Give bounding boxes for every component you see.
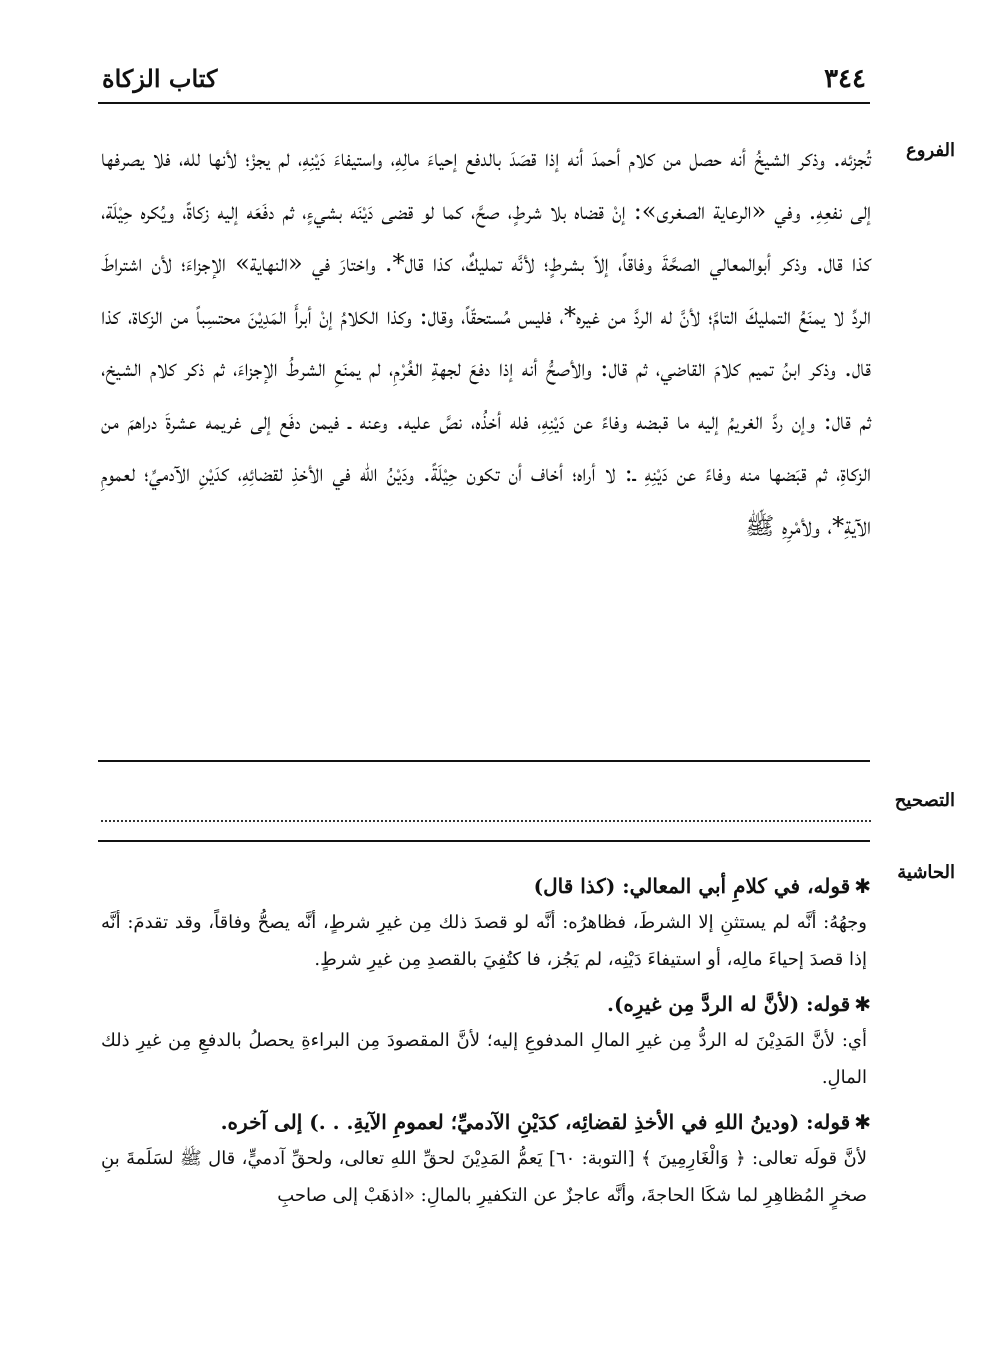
footnote-text: وجهُهُ: أنَّه لم يستثنِ إلا الشرطَ، فظاهرُه: أنَّه لو قصدَ ذلك مِن غيرِ شرطٍ، أنَّه يصحُّ وفاقاً، وقد تقدمَ: أنَّه إذا قصدَ إحياءَ مالِه، أو استيفاءَ دَيْنِه، لم يَجُز، فا كتُفِيَ بالقصدِ مِن غيرِ شرطٍ.	[101, 912, 867, 970]
commentary-section	[101, 860, 871, 1214]
page-number: ٣٤٤	[824, 64, 866, 94]
correction-dotted-line	[101, 796, 871, 822]
footnote-quote: قوله: (لأنَّ له الردَّ مِن غيرِه).	[606, 992, 851, 1016]
side-label-correction: التصحيح	[894, 790, 955, 811]
footnote-quote: قوله، في كلامِ أبي المعالي: (كذا قال)	[533, 874, 851, 898]
running-header	[98, 62, 870, 104]
rule-bottom	[98, 840, 870, 842]
footnote-text: أي: لأنَّ المَدِيْنَ له الردُّ مِن غيرِ المالِ المدفوعِ إليه؛ لأنَّ المقصودَ مِن البراءةِ يحصلُ بالدفعِ مِن غيرِ ذلك المالِ.	[101, 1030, 867, 1088]
footnote-quote: قوله: (ودينُ اللهِ في الأخذِ لقضائِه، كدَيْنِ الآدميِّ؛ لعمومِ الآيةِ. . .) إلى آخره.	[220, 1110, 851, 1134]
asterisk-icon: ✱	[854, 874, 871, 898]
footnote-heading	[101, 1104, 871, 1140]
rule-top	[98, 760, 870, 762]
asterisk-icon: ✱	[854, 1110, 871, 1134]
asterisk-icon: ✱	[854, 992, 871, 1016]
footnote-text: لأنَّ قولَه تعالى: ﴿ وَالْغَارِمِينَ ﴾ [التوبة: ٦٠] يَعمُّ المَدِيْنَ لحقِّ اللهِ تعالى، ولحقِّ آدميٍّ، قال ﷺ لسَلَمةَ بنِ صخرٍ المُظاهِرِ لما شكَا الحاجةَ، وأنَّه عاجزٌ عن التكفيرِ بالمالِ: «اذهَبْ إلى صاحبِ	[101, 1148, 867, 1206]
footnote-heading	[101, 868, 871, 904]
main-text: تُجزئه. وذكر الشيخُ أنه حصل من كلام أحمدَ أنه إذا قصَدَ بالدفع إحياءَ مالِهِ، واستيفاءَ دَيْنِهِ، لم يجزْ؛ لأنها لله، فلا يصرفها إلى نفعِهِ. وفي «الرعاية الصغرى»: إنْ قضاه بلا شرطٍ، صحَّ، كما لو قضى دَيْنَه بشيءٍ، ثم دفَعَه إليه زكاةً، ويُكره حِيْلَة، كذا قال. وذكر أبوالمعالي الصحَّةَ وفاقاً، إلاّ بشرطٍ؛ لأنَّه تمليكٌ، كذا قال*. واختارَ في «النهاية» الإجزاءَ؛ لأن اشتراطَ الردِّ لا يمنَعُ التمليكَ التامَّ؛ لأنَّ له الردَّ من غيره*، فليس مُستحقّاً، وقال: وكذا الكلامُ إنْ أبرأَ المَدِيْنَ محتسِباً من الزكاة، كذا قال. وذكر ابنُ تميم كلامَ القاضي، ثم قال: والأصحُّ أنه إذا دفعَ لجهةِ الغُرْمِ، لم يمنَعِ الشرطُ الإجزاءَ، ثم ذكر كلام الشيخ، ثم قال: وإن ردَّ الغريمُ إليه ما قبضه وفاءً عن دَيْنِهِ، فله أخذُه، نصَّ عليه. وعنه ـ فيمن دفَع إلى غريمه عشرةَ دراهمَ من الزكاةِ، ثم قبَضها منه وفاءً عن دَيْنِهِ ـ: لا أراه؛ أخاف أن تكون حِيْلَةً. ودَيْنُ الله في الأخذِ لقضائِهِ، كدَيْنِ الآدميِّ؛ لعمومِ الآيةِ*، ولأمْرِهِ ﷺ	[101, 144, 872, 540]
footnote-heading	[101, 986, 871, 1022]
book-title: كتاب الزكاة	[102, 64, 218, 93]
side-label-source: الفروع	[906, 140, 955, 161]
side-label-commentary: الحاشية	[897, 862, 955, 883]
